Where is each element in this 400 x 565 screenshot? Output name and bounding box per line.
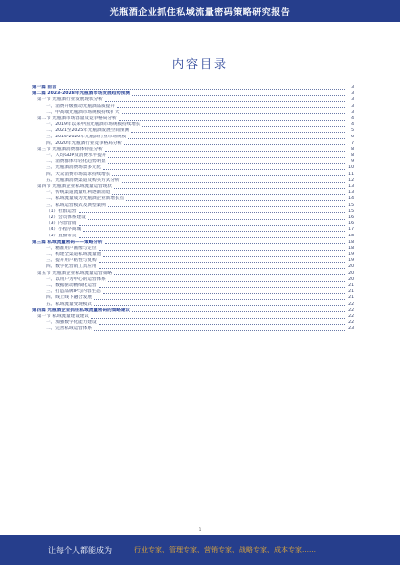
toc-entry-label: 一、人均GDP及消费水平提升 [46,153,107,159]
toc-dot-leader [99,287,345,288]
toc-entry-page: 13 [348,190,354,196]
toc-dot-leader [108,281,345,282]
toc-entry-page: 3 [351,91,354,97]
toc-entry-label: 二、消费群体年轻化趋势明显 [46,159,106,165]
toc-entry-label: 第四篇 光瓶酒企业抓住私域流量密码的策略建议 [32,307,131,313]
toc-entry-page: 14 [348,196,354,202]
toc-dot-leader [94,299,345,300]
toc-dot-leader [142,126,345,127]
toc-entry-page: 21 [348,289,354,295]
toc-dot-leader [112,175,345,176]
toc-entry-label: 四、线上线下融合发展 [46,295,92,301]
toc-entry-label: （1）社群运营 [46,208,77,214]
toc-entry-page: 9 [351,159,354,165]
toc-dot-leader [105,151,345,152]
toc-entry-label: 三、光瓶酒消费场景多元化 [46,165,102,171]
toc-entry-page: 4 [351,115,354,121]
toc-entry-label: 四、大众消费市场需求持续增长 [46,171,111,177]
toc-entry-page: 20 [348,270,354,276]
toc-entry-page: 22 [348,313,354,319]
toc-entry-page: 15 [348,208,354,214]
toc-entry-label: 第二节 光瓶酒市场容量及竞争格局分析 [37,115,117,121]
toc-entry-page: 6 [351,134,354,140]
toc-entry[interactable] [32,326,354,332]
toc-entry-page: 18 [348,233,354,239]
toc-dot-leader [108,206,345,207]
report-title: 光瓶酒企业抓住私域流量密码策略研究报告 [109,7,291,18]
toc-entry-page: 3 [351,85,354,90]
toc-entry-page: 13 [348,184,354,189]
toc-dot-leader [103,169,345,170]
toc-entry-label: 三、提升用户粘性与复购 [46,258,97,264]
toc-entry-label: 二、完善私域运营体系 [46,326,92,332]
toc-entry-label: 第三篇 私域流量密码——策略分析 [32,239,103,245]
toc-dot-leader [99,324,345,325]
toc-dot-leader [88,219,345,220]
toc-entry-page: 3 [351,103,354,109]
toc-entry-label: 五、私域流量变现模式 [46,301,92,307]
toc-entry-label: 二、数据驱动精细化运营 [46,283,97,288]
toc-entry-page: 8 [351,146,354,152]
toc-entry-label: 四、数字化营销工具应用 [46,264,97,270]
toc-entry-page: 20 [348,276,354,282]
footer-roles: 行业专家、管理专家、营销专家、战略专家、成本专家…… [134,546,316,554]
toc-dot-leader [79,225,346,226]
toc-entry-page: 22 [348,301,354,307]
toc-entry-page: 8 [351,153,354,159]
toc-dot-leader [108,163,345,164]
toc-dot-leader [99,268,345,269]
toc-entry-label: 三、2014-2020年光瓶酒行业市场规模 [46,134,127,140]
report-header-bar [0,0,400,22]
toc-entry-label: 第一篇 前言 [32,85,57,90]
toc-entry-label: 二、私域流量成为光瓶酒企业新增长点 [46,196,125,202]
toc-entry-label: 三、私域运营模式及典型案例 [46,202,106,208]
toc-entry-page: 3 [351,97,354,103]
toc-entry-page: 18 [348,245,354,251]
toc-dot-leader [99,262,345,263]
toc-entry-page: 10 [348,165,354,171]
toc-entry-page: 5 [351,128,354,134]
toc-entry-page: 20 [348,264,354,270]
toc-entry-page: 18 [348,239,354,245]
toc-entry-page: 23 [348,326,354,332]
toc-entry-label: 第五节 光瓶酒企业私域流量运营策略 [37,270,112,276]
toc-entry-page: 22 [348,307,354,313]
toc-dot-leader [124,144,345,145]
toc-entry-label: 一、以用户为中心的运营体系 [46,276,106,282]
toc-dot-leader [94,330,345,331]
toc-entry-label: 一、精准用户画像与定位 [46,245,97,251]
toc-dot-leader [99,250,345,251]
toc-entry-label: 二、2021至2025年光瓶酒发展空间预测 [46,128,130,134]
toc-dot-leader [126,200,345,201]
toc-entry-page: 17 [348,227,354,233]
toc-entry-label: （4）小程序商城 [46,227,82,233]
toc-dot-leader [79,237,346,238]
toc-dot-leader [132,311,345,312]
toc-dot-leader [122,113,345,114]
toc-entry-label: 第四节 光瓶酒企业私域流量运营现状 [37,184,112,189]
toc-dot-leader [119,120,345,121]
toc-entry-label: （5）直播带货 [46,233,77,239]
toc-dot-leader [83,231,345,232]
toc-entry-label: 一、2019年以来中国光瓶酒市场规模持续增长 [46,122,141,128]
toc-entry-label: 四、2020年光瓶酒行业竞争格局分析 [46,140,123,146]
toc-entry-page: 3 [351,109,354,115]
toc-entry-page: 15 [348,202,354,208]
toc-dot-leader [59,89,345,90]
toc-entry-label: 第一节 私域流量建设建议 [37,313,89,319]
toc-entry-label: （3）内容营销 [46,221,77,227]
toc-dot-leader [112,194,345,195]
toc-entry-page: 11 [348,171,354,177]
toc-dot-leader [122,182,345,183]
toc-entry-page: 21 [348,283,354,288]
toc-dot-leader [103,293,345,294]
toc-entry-page: 21 [348,295,354,301]
footer-tagline: 让每个人都能成为 [48,545,112,555]
toc-heading: 内容目录 [171,57,228,71]
toc-entry-label: 三、打造品牌IP与内容生态 [46,289,101,295]
table-of-contents [32,85,354,333]
toc-entry-page: 12 [348,177,354,183]
toc-entry-label: 第一节 光瓶酒行业发展现状分析 [37,97,103,103]
toc-entry-page: 7 [351,140,354,146]
toc-dot-leader [105,243,345,244]
toc-entry-page: 22 [348,320,354,326]
toc-entry-page: 19 [348,258,354,264]
toc-entry-label: 二、构建全渠道私域流量池 [46,252,102,258]
toc-entry-label: 一、传统渠道流量红利逐渐消退 [46,190,111,196]
toc-entry-page: 19 [348,252,354,258]
toc-entry-page: 16 [348,214,354,220]
toc-entry-page: 4 [351,122,354,128]
toc-dot-leader [79,212,346,213]
footer-bar [0,535,400,565]
toc-entry-label: （2）会员体系建设 [46,214,86,220]
toc-entry-label: 第二篇 2023-2028年光瓶酒市场发展趋势预测 [32,91,130,97]
toc-dot-leader [94,305,345,306]
toc-entry-label: 第三节 光瓶酒消费群体特征分析 [37,146,103,152]
toc-entry-label: 二、中高端光瓶酒市场规模持续扩大 [46,109,120,115]
toc-dot-leader [103,256,345,257]
toc-dot-leader [91,318,345,319]
toc-dot-leader [117,107,345,108]
toc-dot-leader [105,101,345,102]
toc-dot-leader [131,132,345,133]
toc-entry-label: 一、消费升级推动光瓶酒品质提升 [46,103,115,109]
toc-dot-leader [114,188,345,189]
toc-dot-leader [108,157,345,158]
toc-entry-page: 16 [348,221,354,227]
toc-dot-leader [114,274,345,275]
toc-entry-label: 一、加强数字化能力建设 [46,320,97,326]
toc-entry-label: 五、光瓶酒消费渠道及购买方式分析 [46,177,120,183]
toc-dot-leader [132,95,345,96]
toc-dot-leader [128,138,345,139]
page-number: 1 [198,527,202,532]
